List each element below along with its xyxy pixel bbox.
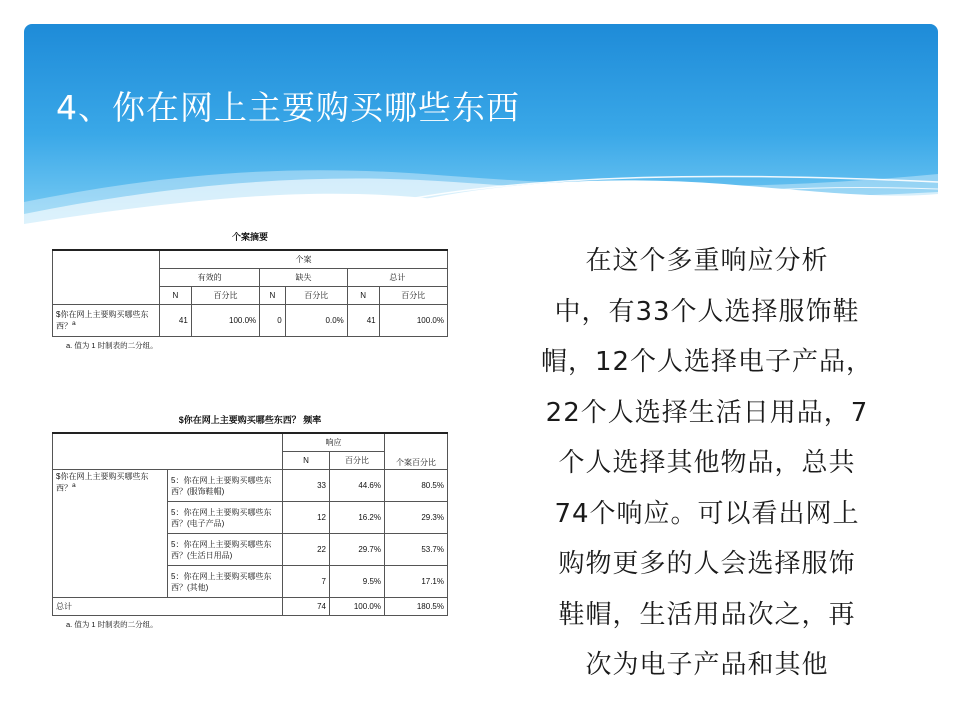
sub-header: N — [347, 287, 379, 305]
cell-value: 41 — [160, 305, 192, 337]
sub-header: 百分比 — [379, 287, 447, 305]
item-label: 5：你在网上主要购买哪些东西？(服饰鞋帽) — [168, 470, 283, 502]
cell-value: 100.0% — [379, 305, 447, 337]
frequency-table — [52, 413, 448, 630]
cell-value: 100.0% — [191, 305, 259, 337]
analysis-line: 帽，12个人选择电子产品， — [540, 347, 874, 377]
case-summary-table — [52, 230, 448, 351]
corner-cell — [53, 433, 283, 470]
frequency-title: $你在网上主要购买哪些东西？ 频率 — [178, 415, 322, 425]
row-label: $你在网上主要购买哪些东西？$^a$ — [53, 305, 160, 337]
slide-title: 4、你在网上主要购买哪些东西 — [56, 88, 520, 127]
analysis-line: 在这个多重响应分析 — [585, 246, 829, 276]
var-label: $你在网上主要购买哪些东西？$^a$ — [53, 470, 168, 598]
response-header: 响应 — [283, 433, 385, 452]
analysis-line: 购物更多的人会选择服饰 — [558, 549, 856, 579]
analysis-line: 74个响应。可以看出网上 — [554, 498, 860, 529]
analysis-line: 22个人选择生活日用品，7 — [545, 397, 869, 428]
sub-header: 百分比 — [285, 287, 347, 305]
analysis-text — [512, 236, 902, 691]
cell-n: 22 — [283, 534, 330, 566]
sub-header: N — [160, 287, 192, 305]
frequency-footnote: a. 值为 1 时制表的二分组。 — [66, 620, 158, 629]
case-summary-footnote: a. 值为 1 时制表的二分组。 — [66, 341, 158, 350]
total-n: 74 — [283, 598, 330, 616]
group-missing: 缺失 — [260, 269, 348, 287]
cell-case-pct: 17.1% — [385, 566, 448, 598]
sub-header: N — [283, 452, 330, 470]
case-summary-title: 个案摘要 — [231, 232, 268, 242]
cell-case-pct: 29.3% — [385, 502, 448, 534]
cell-pct: 16.2% — [330, 502, 385, 534]
analysis-line: 次为电子产品和其他 — [585, 650, 829, 680]
cell-case-pct: 53.7% — [385, 534, 448, 566]
total-label: 总计 — [53, 598, 283, 616]
case-pct-header: 个案百分比 — [385, 433, 448, 470]
sub-header: N — [260, 287, 286, 305]
cell-n: 33 — [283, 470, 330, 502]
cell-value: 0.0% — [285, 305, 347, 337]
analysis-line: 鞋帽，生活用品次之，再 — [558, 599, 856, 630]
group-header: 个案 — [160, 250, 448, 269]
item-label: 5：你在网上主要购买哪些东西？(电子产品) — [168, 502, 283, 534]
analysis-line: 中，有33个人选择服饰鞋 — [554, 296, 860, 327]
total-pct: 100.0% — [330, 598, 385, 616]
corner-cell — [53, 250, 160, 305]
cell-n: 7 — [283, 566, 330, 598]
sub-header: 百分比 — [330, 452, 385, 470]
cell-pct: 44.6% — [330, 470, 385, 502]
cell-pct: 9.5% — [330, 566, 385, 598]
group-total: 总计 — [347, 269, 447, 287]
total-case-pct: 180.5% — [385, 598, 448, 616]
cell-pct: 29.7% — [330, 534, 385, 566]
sub-header: 百分比 — [191, 287, 259, 305]
cell-value: 0 — [260, 305, 286, 337]
group-valid: 有效的 — [160, 269, 260, 287]
item-label: 5：你在网上主要购买哪些东西？(生活日用品) — [168, 534, 283, 566]
analysis-line: 个人选择其他物品，总共 — [558, 448, 856, 478]
cell-case-pct: 80.5% — [385, 470, 448, 502]
cell-value: 41 — [347, 305, 379, 337]
cell-n: 12 — [283, 502, 330, 534]
item-label: 5：你在网上主要购买哪些东西？(其他) — [168, 566, 283, 598]
